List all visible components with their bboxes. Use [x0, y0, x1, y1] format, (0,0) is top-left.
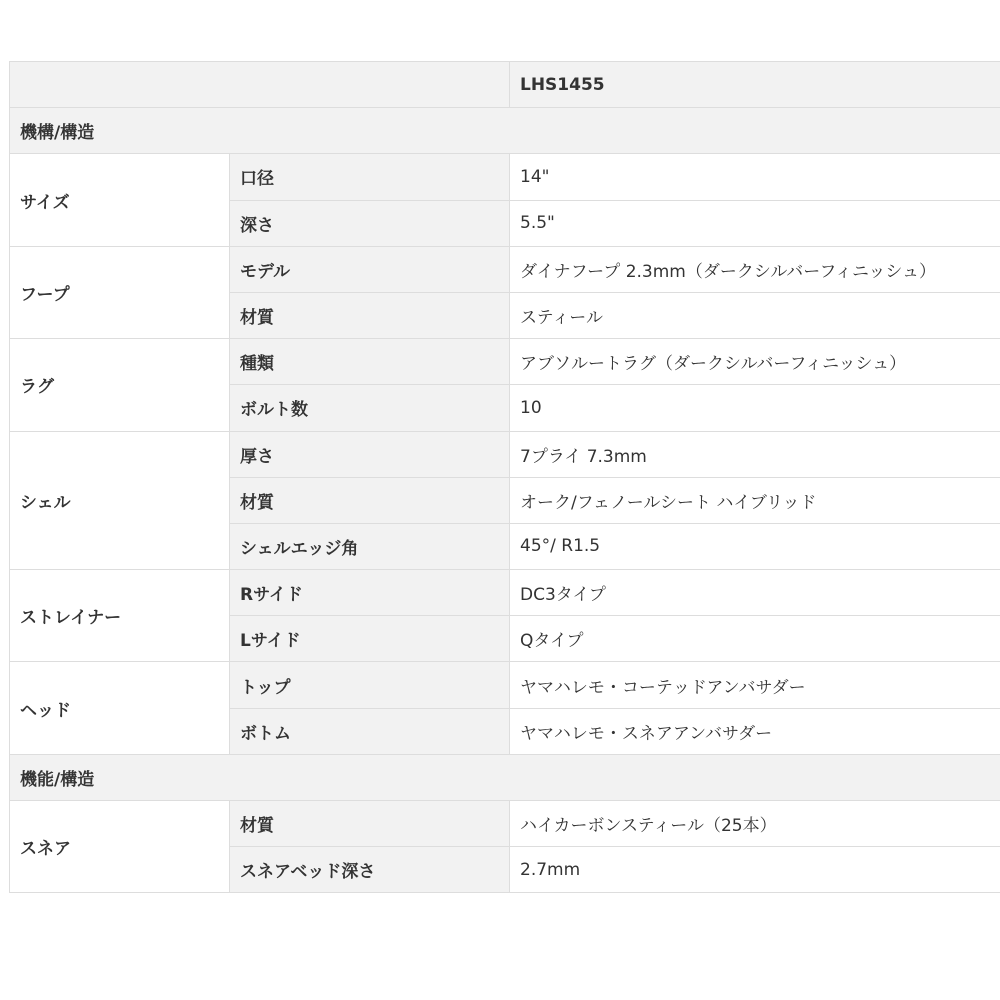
- property-label: 材質: [230, 477, 510, 523]
- property-label: ボルト数: [230, 385, 510, 431]
- property-value: オーク/フェノールシート ハイブリッド: [510, 477, 1000, 523]
- table-row: [10, 154, 1000, 200]
- property-value: 5.5": [510, 200, 1000, 246]
- property-label: 口径: [230, 154, 510, 200]
- property-label: スネアベッド深さ: [230, 847, 510, 893]
- table-row: [10, 801, 1000, 847]
- section-row: [10, 108, 1000, 154]
- table-row: [10, 246, 1000, 292]
- property-value: 7プライ 7.3mm: [510, 431, 1000, 477]
- section-title: 機能/構造: [10, 754, 1000, 800]
- property-value: スティール: [510, 292, 1000, 338]
- group-label: ヘッド: [10, 662, 230, 754]
- section-title: 機構/構造: [10, 108, 1000, 154]
- property-label: Lサイド: [230, 616, 510, 662]
- property-label: ボトム: [230, 708, 510, 754]
- section-row: [10, 754, 1000, 800]
- spec-table: [9, 61, 1000, 893]
- property-label: Rサイド: [230, 570, 510, 616]
- property-label: 材質: [230, 801, 510, 847]
- property-value: ハイカーボンスティール（25本）: [510, 801, 1000, 847]
- property-label: トップ: [230, 662, 510, 708]
- group-label: シェル: [10, 431, 230, 570]
- table-row: [10, 339, 1000, 385]
- property-value: 10: [510, 385, 1000, 431]
- group-label: サイズ: [10, 154, 230, 246]
- property-value: アブソルートラグ（ダークシルバーフィニッシュ）: [510, 339, 1000, 385]
- table-row: [10, 431, 1000, 477]
- spec-table-body: [10, 62, 1000, 893]
- property-label: 種類: [230, 339, 510, 385]
- header-empty-cell: [10, 62, 510, 108]
- group-label: ラグ: [10, 339, 230, 431]
- table-header-row: [10, 62, 1000, 108]
- property-label: 深さ: [230, 200, 510, 246]
- property-label: 厚さ: [230, 431, 510, 477]
- property-value: ヤマハレモ・コーテッドアンバサダー: [510, 662, 1000, 708]
- property-value: ダイナフープ 2.3mm（ダークシルバーフィニッシュ）: [510, 246, 1000, 292]
- header-model-cell: LHS1455: [510, 62, 1000, 108]
- property-label: モデル: [230, 246, 510, 292]
- property-value: Qタイプ: [510, 616, 1000, 662]
- property-value: ヤマハレモ・スネアアンバサダー: [510, 708, 1000, 754]
- table-row: [10, 662, 1000, 708]
- property-label: シェルエッジ角: [230, 523, 510, 569]
- property-value: 45°/ R1.5: [510, 523, 1000, 569]
- property-label: 材質: [230, 292, 510, 338]
- group-label: ストレイナー: [10, 570, 230, 662]
- group-label: フープ: [10, 246, 230, 338]
- table-row: [10, 570, 1000, 616]
- property-value: 14": [510, 154, 1000, 200]
- group-label: スネア: [10, 801, 230, 893]
- property-value: 2.7mm: [510, 847, 1000, 893]
- property-value: DC3タイプ: [510, 570, 1000, 616]
